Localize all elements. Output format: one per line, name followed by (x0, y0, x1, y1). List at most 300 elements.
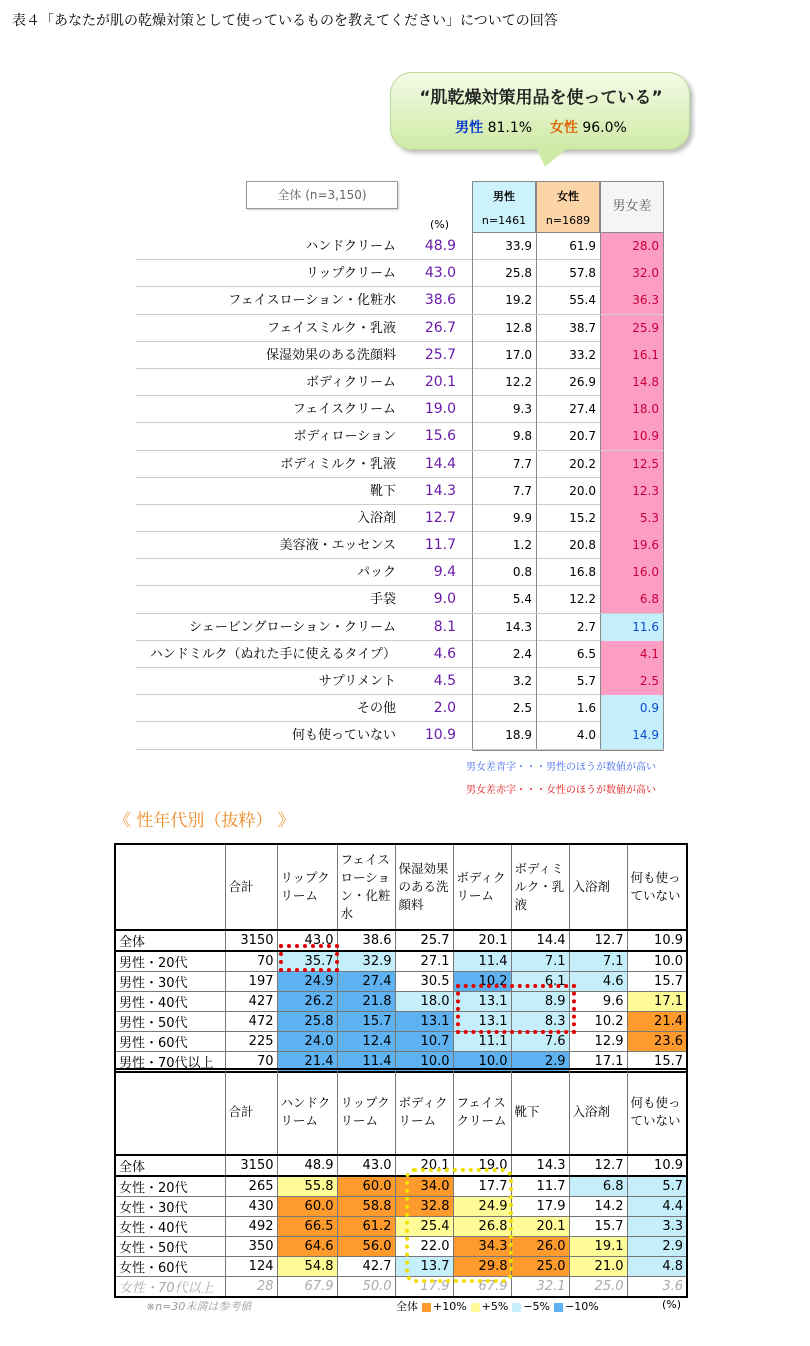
table-cell: 13.1 (453, 992, 511, 1012)
table-cell: 10.0 (395, 1052, 453, 1073)
table-row (136, 233, 664, 260)
table-cell: 27.1 (395, 951, 453, 972)
table-cell: 472 (225, 1012, 277, 1032)
table-cell: 350 (225, 1237, 277, 1257)
table-cell: 13.1 (453, 1012, 511, 1032)
bubble-female-value: 96.0% (582, 120, 627, 136)
table-cell: 14.2 (569, 1197, 627, 1217)
item-label: ボディクリーム (306, 374, 396, 390)
item-label: その他 (356, 701, 396, 717)
table-row (115, 1277, 687, 1298)
table-cell: 25.7 (395, 930, 453, 951)
note-blue-meaning: 男女差青字・・・男性のほうが数値が高い (466, 762, 656, 773)
table-cell: 38.6 (337, 930, 395, 951)
section-title: 《 性年代別（抜粋） 》 (114, 811, 295, 831)
total-sample-label: 全体 (n=3,150) (246, 181, 398, 209)
column-header: ハンドクリーム (277, 1069, 337, 1155)
column-header: 靴下 (511, 1069, 569, 1155)
item-label: ハンドクリーム (305, 239, 396, 254)
table-cell: 3150 (225, 1155, 277, 1176)
column-header (115, 1069, 225, 1155)
table-cell: 3150 (225, 930, 277, 951)
item-label: 何も使っていない (291, 728, 396, 744)
diff-value: 32.0 (600, 260, 664, 287)
legend-swatch (512, 1303, 521, 1312)
male-value: 1.2 (472, 532, 536, 559)
table-header-row (115, 844, 687, 930)
table-cell: 15.7 (627, 1052, 687, 1073)
table-cell: 14.4 (511, 930, 569, 951)
female-value: 2.7 (536, 614, 600, 641)
table-cell: 24.9 (453, 1197, 511, 1217)
column-header: 合計 (225, 1069, 277, 1155)
table-row (136, 641, 664, 668)
total-value: 9.0 (433, 591, 456, 608)
total-value: 9.4 (433, 564, 456, 581)
main-table-bottom-border (472, 750, 664, 751)
table-cell: 3.6 (627, 1277, 687, 1298)
table-row (115, 992, 687, 1012)
item-label: リップクリーム (305, 266, 396, 282)
diff-value: 28.0 (600, 233, 664, 260)
table-cell: 28 (225, 1277, 277, 1298)
table-cell: 2.9 (511, 1052, 569, 1073)
diff-value: 14.9 (600, 722, 664, 749)
column-header: ボディミルク・乳液 (511, 844, 569, 930)
item-label: サプリメント (318, 674, 396, 689)
table-cell: 32.8 (395, 1197, 453, 1217)
total-value: 38.6 (424, 292, 456, 309)
diff-value: 25.9 (600, 315, 664, 342)
table-cell: 430 (225, 1197, 277, 1217)
total-value: 4.5 (433, 673, 456, 689)
table-cell: 10.2 (569, 1012, 627, 1032)
diff-value: 5.3 (600, 505, 664, 532)
table-cell: 13.7 (395, 1257, 453, 1277)
table-cell: 55.8 (277, 1176, 337, 1197)
table-row (115, 1032, 687, 1052)
male-value: 14.3 (472, 614, 536, 641)
male-age-table (114, 843, 688, 1073)
male-header-n: n=1461 (481, 214, 527, 227)
row-label: 男性・20代 (115, 951, 225, 972)
column-header: フェイスローション・化粧水 (337, 844, 395, 930)
row-label: 全体 (115, 1155, 225, 1176)
table-row (136, 342, 664, 369)
table-cell: 14.3 (511, 1155, 569, 1176)
column-header: リップクリーム (277, 844, 337, 930)
row-label: 男性・70代以上 (115, 1052, 225, 1073)
diff-value: 14.8 (600, 369, 664, 396)
female-value: 61.9 (536, 233, 600, 260)
table-row (136, 695, 664, 722)
legend-label: −10% (565, 1300, 599, 1313)
table-cell: 20.1 (395, 1155, 453, 1176)
male-value: 18.9 (472, 722, 536, 749)
table-cell: 64.6 (277, 1237, 337, 1257)
bubble-tail (535, 145, 571, 167)
table-cell: 10.2 (453, 972, 511, 992)
table-cell: 11.4 (337, 1052, 395, 1073)
item-label: ボディミルク・乳液 (280, 456, 396, 472)
table-cell: 60.0 (277, 1197, 337, 1217)
table-cell: 43.0 (337, 1155, 395, 1176)
table-cell: 7.1 (511, 951, 569, 972)
row-label: 女性・60代 (115, 1257, 225, 1277)
row-label: 男性・50代 (115, 1012, 225, 1032)
table-row (136, 505, 664, 532)
male-value: 9.9 (472, 505, 536, 532)
table-cell: 50.0 (337, 1277, 395, 1298)
diff-value: 16.0 (600, 559, 664, 586)
table-row (136, 668, 664, 695)
diff-value: 12.5 (600, 451, 664, 478)
item-label: 靴下 (369, 483, 396, 499)
table-cell: 70 (225, 1052, 277, 1073)
table-cell: 26.8 (453, 1217, 511, 1237)
table-cell: 18.0 (395, 992, 453, 1012)
table-row (136, 260, 664, 287)
table-cell: 3.3 (627, 1217, 687, 1237)
table-row (115, 1217, 687, 1237)
diff-value: 11.6 (600, 614, 664, 641)
table-row (136, 586, 664, 613)
male-value: 3.2 (472, 668, 536, 695)
legend-label: −5% (523, 1300, 551, 1313)
total-value: 48.9 (424, 238, 456, 254)
table-cell: 42.7 (337, 1257, 395, 1277)
table-cell: 34.3 (453, 1237, 511, 1257)
table-cell: 8.3 (511, 1012, 569, 1032)
table-row (136, 396, 664, 423)
male-value: 17.0 (472, 342, 536, 369)
legend-label: +10% (433, 1300, 467, 1313)
table-cell: 35.7 (277, 951, 337, 972)
row-label: 男性・30代 (115, 972, 225, 992)
column-header: 何も使っていない (627, 844, 687, 930)
bubble-male-value: 81.1% (487, 120, 533, 136)
table-cell: 9.6 (569, 992, 627, 1012)
table-cell: 24.0 (277, 1032, 337, 1052)
table-row (115, 1257, 687, 1277)
total-value: 43.0 (424, 265, 456, 282)
table-cell: 12.4 (337, 1032, 395, 1052)
table-cell: 61.2 (337, 1217, 395, 1237)
highlight-male-20s-lip (279, 944, 339, 972)
table-cell: 17.9 (395, 1277, 453, 1298)
diff-value: 2.5 (600, 668, 664, 695)
table-cell: 5.7 (627, 1176, 687, 1197)
total-value: 19.0 (424, 401, 456, 418)
table-cell: 66.5 (277, 1217, 337, 1237)
diff-value: 16.1 (600, 342, 664, 369)
table-cell: 48.9 (277, 1155, 337, 1176)
table-row (136, 532, 664, 559)
item-label: 入浴剤 (356, 510, 396, 526)
table-cell: 32.9 (337, 951, 395, 972)
item-label: 美容液・エッセンス (279, 538, 396, 554)
table-row (115, 1237, 687, 1257)
table-cell: 492 (225, 1217, 277, 1237)
table-cell: 22.0 (395, 1237, 453, 1257)
table-cell: 10.7 (395, 1032, 453, 1052)
table-cell: 12.9 (569, 1032, 627, 1052)
column-header (115, 844, 225, 930)
diff-value: 4.1 (600, 641, 664, 668)
female-header-n: n=1689 (545, 214, 591, 227)
table-cell: 25.8 (277, 1012, 337, 1032)
reference-footnote: ※n=30未満は参考値 (146, 1300, 252, 1313)
table-row (136, 478, 664, 505)
row-label: 女性・50代 (115, 1237, 225, 1257)
table-row (115, 1197, 687, 1217)
male-header-label: 男性 (493, 190, 515, 203)
legend-swatch (554, 1303, 563, 1312)
female-value: 6.5 (536, 641, 600, 668)
diff-value: 19.6 (600, 532, 664, 559)
table-row (136, 369, 664, 396)
female-value: 33.2 (536, 342, 600, 369)
column-header: 何も使っていない (627, 1069, 687, 1155)
female-value: 5.7 (536, 668, 600, 695)
table-cell: 4.6 (569, 972, 627, 992)
male-value: 0.8 (472, 559, 536, 586)
table-cell: 6.1 (511, 972, 569, 992)
female-value: 16.8 (536, 559, 600, 586)
female-value: 1.6 (536, 695, 600, 722)
column-header: リップクリーム (337, 1069, 395, 1155)
item-label: ボディローション (293, 429, 396, 445)
table-row (115, 1155, 687, 1176)
table-cell: 17.9 (511, 1197, 569, 1217)
table-cell: 13.1 (395, 1012, 453, 1032)
table-cell: 19.0 (453, 1155, 511, 1176)
summary-bubble (390, 72, 690, 150)
total-value: 10.9 (424, 727, 456, 744)
female-value: 38.7 (536, 315, 600, 342)
total-value: 8.1 (433, 618, 456, 635)
table-row (136, 722, 664, 749)
item-label: フェイスミルク・乳液 (267, 320, 396, 336)
female-value: 57.8 (536, 260, 600, 287)
highlight-female-body-face (405, 1168, 513, 1283)
table-cell: 24.9 (277, 972, 337, 992)
female-column-header (536, 181, 600, 233)
table-row (136, 315, 664, 342)
male-value: 19.2 (472, 287, 536, 314)
total-value: 15.6 (424, 428, 456, 445)
bubble-male-label: 男性 (455, 120, 484, 136)
highlight-male-40-50s-body (456, 984, 576, 1034)
total-value: 14.3 (424, 482, 456, 499)
table-row (115, 951, 687, 972)
table-cell: 225 (225, 1032, 277, 1052)
male-value: 2.5 (472, 695, 536, 722)
table-cell: 7.1 (569, 951, 627, 972)
male-value: 33.9 (472, 233, 536, 260)
item-label: シェービングローション・クリーム (189, 619, 396, 635)
table-cell: 2.9 (627, 1237, 687, 1257)
male-value: 9.8 (472, 423, 536, 450)
table-cell: 23.6 (627, 1032, 687, 1052)
column-header: 合計 (225, 844, 277, 930)
table-cell: 427 (225, 992, 277, 1012)
table-cell: 21.0 (569, 1257, 627, 1277)
table-row (115, 1176, 687, 1197)
color-legend (396, 1298, 599, 1314)
diff-column-header: 男女差 (600, 181, 664, 233)
total-value: 14.4 (424, 455, 456, 472)
table-cell: 43.0 (277, 930, 337, 951)
female-age-table (114, 1068, 688, 1298)
table-cell: 21.8 (337, 992, 395, 1012)
table-cell: 19.1 (569, 1237, 627, 1257)
table-cell: 6.8 (569, 1176, 627, 1197)
table-cell: 67.9 (453, 1277, 511, 1298)
table-cell: 10.0 (453, 1052, 511, 1073)
table-cell: 124 (225, 1257, 277, 1277)
legend-unit: (%) (662, 1298, 682, 1311)
male-value: 25.8 (472, 260, 536, 287)
column-header: 入浴剤 (569, 1069, 627, 1155)
female-value: 20.7 (536, 423, 600, 450)
bubble-stats (391, 117, 691, 137)
table-row (115, 1012, 687, 1032)
total-value: 12.7 (424, 509, 456, 526)
table-cell: 10.9 (627, 1155, 687, 1176)
diff-value: 12.3 (600, 478, 664, 505)
table-row (136, 287, 664, 314)
row-label: 男性・60代 (115, 1032, 225, 1052)
table-cell: 7.6 (511, 1032, 569, 1052)
table-cell: 21.4 (277, 1052, 337, 1073)
column-header: 入浴剤 (569, 844, 627, 930)
total-value: 2.0 (433, 700, 456, 717)
row-label: 男性・40代 (115, 992, 225, 1012)
legend-swatch (471, 1303, 480, 1312)
female-value: 26.9 (536, 369, 600, 396)
total-value: 20.1 (424, 373, 456, 390)
total-value: 11.7 (424, 537, 456, 554)
female-value: 20.2 (536, 451, 600, 478)
female-value: 4.0 (536, 722, 600, 749)
column-header: ボディクリーム (453, 844, 511, 930)
female-header-label: 女性 (557, 190, 579, 203)
table-cell: 15.7 (627, 972, 687, 992)
male-value: 5.4 (472, 586, 536, 613)
table-row (136, 559, 664, 586)
female-value: 15.2 (536, 505, 600, 532)
diff-value: 18.0 (600, 396, 664, 423)
male-value: 9.3 (472, 396, 536, 423)
table-cell: 10.9 (627, 930, 687, 951)
male-value: 7.7 (472, 451, 536, 478)
table-row (115, 972, 687, 992)
male-value: 7.7 (472, 478, 536, 505)
table-row (136, 423, 664, 450)
table-cell: 26.2 (277, 992, 337, 1012)
item-label: パック (356, 565, 396, 581)
diff-value: 10.9 (600, 423, 664, 450)
table-cell: 10.0 (627, 951, 687, 972)
male-value: 12.2 (472, 369, 536, 396)
table-cell: 11.1 (453, 1032, 511, 1052)
legend-label: +5% (481, 1300, 509, 1313)
diff-value: 0.9 (600, 695, 664, 722)
main-table (136, 233, 664, 750)
table-cell: 12.7 (569, 1155, 627, 1176)
table-row (136, 451, 664, 478)
diff-value: 36.3 (600, 287, 664, 314)
table-row (115, 930, 687, 951)
total-value: 4.6 (433, 645, 456, 662)
table-cell: 25.0 (569, 1277, 627, 1298)
table-cell: 12.7 (569, 930, 627, 951)
item-label: 保湿効果のある洗顔料 (265, 347, 396, 363)
column-header: フェイスクリーム (453, 1069, 511, 1155)
table-cell: 11.4 (453, 951, 511, 972)
table-cell: 17.7 (453, 1176, 511, 1197)
total-value: 25.7 (424, 346, 456, 363)
table-header-row (115, 1069, 687, 1155)
table-cell: 70 (225, 951, 277, 972)
male-value: 2.4 (472, 641, 536, 668)
legend-prefix: 全体 (396, 1300, 418, 1313)
item-label: フェイスローション・化粧水 (228, 293, 396, 309)
male-column-header (472, 181, 536, 233)
table-cell: 26.0 (511, 1237, 569, 1257)
column-header: ボディクリーム (395, 1069, 453, 1155)
row-label: 全体 (115, 930, 225, 951)
table-cell: 58.8 (337, 1197, 395, 1217)
table-cell: 15.7 (337, 1012, 395, 1032)
table-cell: 25.0 (511, 1257, 569, 1277)
item-label: フェイスクリーム (292, 402, 396, 418)
female-value: 12.2 (536, 586, 600, 613)
table-cell: 197 (225, 972, 277, 992)
table-cell: 67.9 (277, 1277, 337, 1298)
row-label: 女性・40代 (115, 1217, 225, 1237)
legend-swatch (422, 1303, 431, 1312)
diff-value: 6.8 (600, 586, 664, 613)
table-cell: 265 (225, 1176, 277, 1197)
item-label: ハンドミルク（ぬれた手に使えるタイプ） (149, 646, 396, 662)
female-value: 20.8 (536, 532, 600, 559)
table-cell: 34.0 (395, 1176, 453, 1197)
table-cell: 27.4 (337, 972, 395, 992)
table-cell: 4.8 (627, 1257, 687, 1277)
bubble-female-label: 女性 (549, 120, 578, 136)
note-red-meaning: 男女差赤字・・・女性のほうが数値が高い (466, 785, 656, 796)
table-cell: 32.1 (511, 1277, 569, 1298)
female-value: 27.4 (536, 396, 600, 423)
table-cell: 17.1 (627, 992, 687, 1012)
female-value: 55.4 (536, 287, 600, 314)
row-label: 女性・30代 (115, 1197, 225, 1217)
table-row (136, 614, 664, 641)
female-value: 20.0 (536, 478, 600, 505)
column-header: 保湿効果のある洗顔料 (395, 844, 453, 930)
table-cell: 21.4 (627, 1012, 687, 1032)
table-cell: 56.0 (337, 1237, 395, 1257)
table-cell: 4.4 (627, 1197, 687, 1217)
table-cell: 20.1 (453, 930, 511, 951)
bubble-headline: “肌乾燥対策用品を使っている” (419, 88, 663, 108)
percent-unit-label: (%) (430, 218, 450, 231)
table-cell: 60.0 (337, 1176, 395, 1197)
page-title: 表４「あなたが肌の乾燥対策として使っているものを教えてください」についての回答 (12, 13, 558, 29)
total-value: 26.7 (424, 319, 456, 336)
